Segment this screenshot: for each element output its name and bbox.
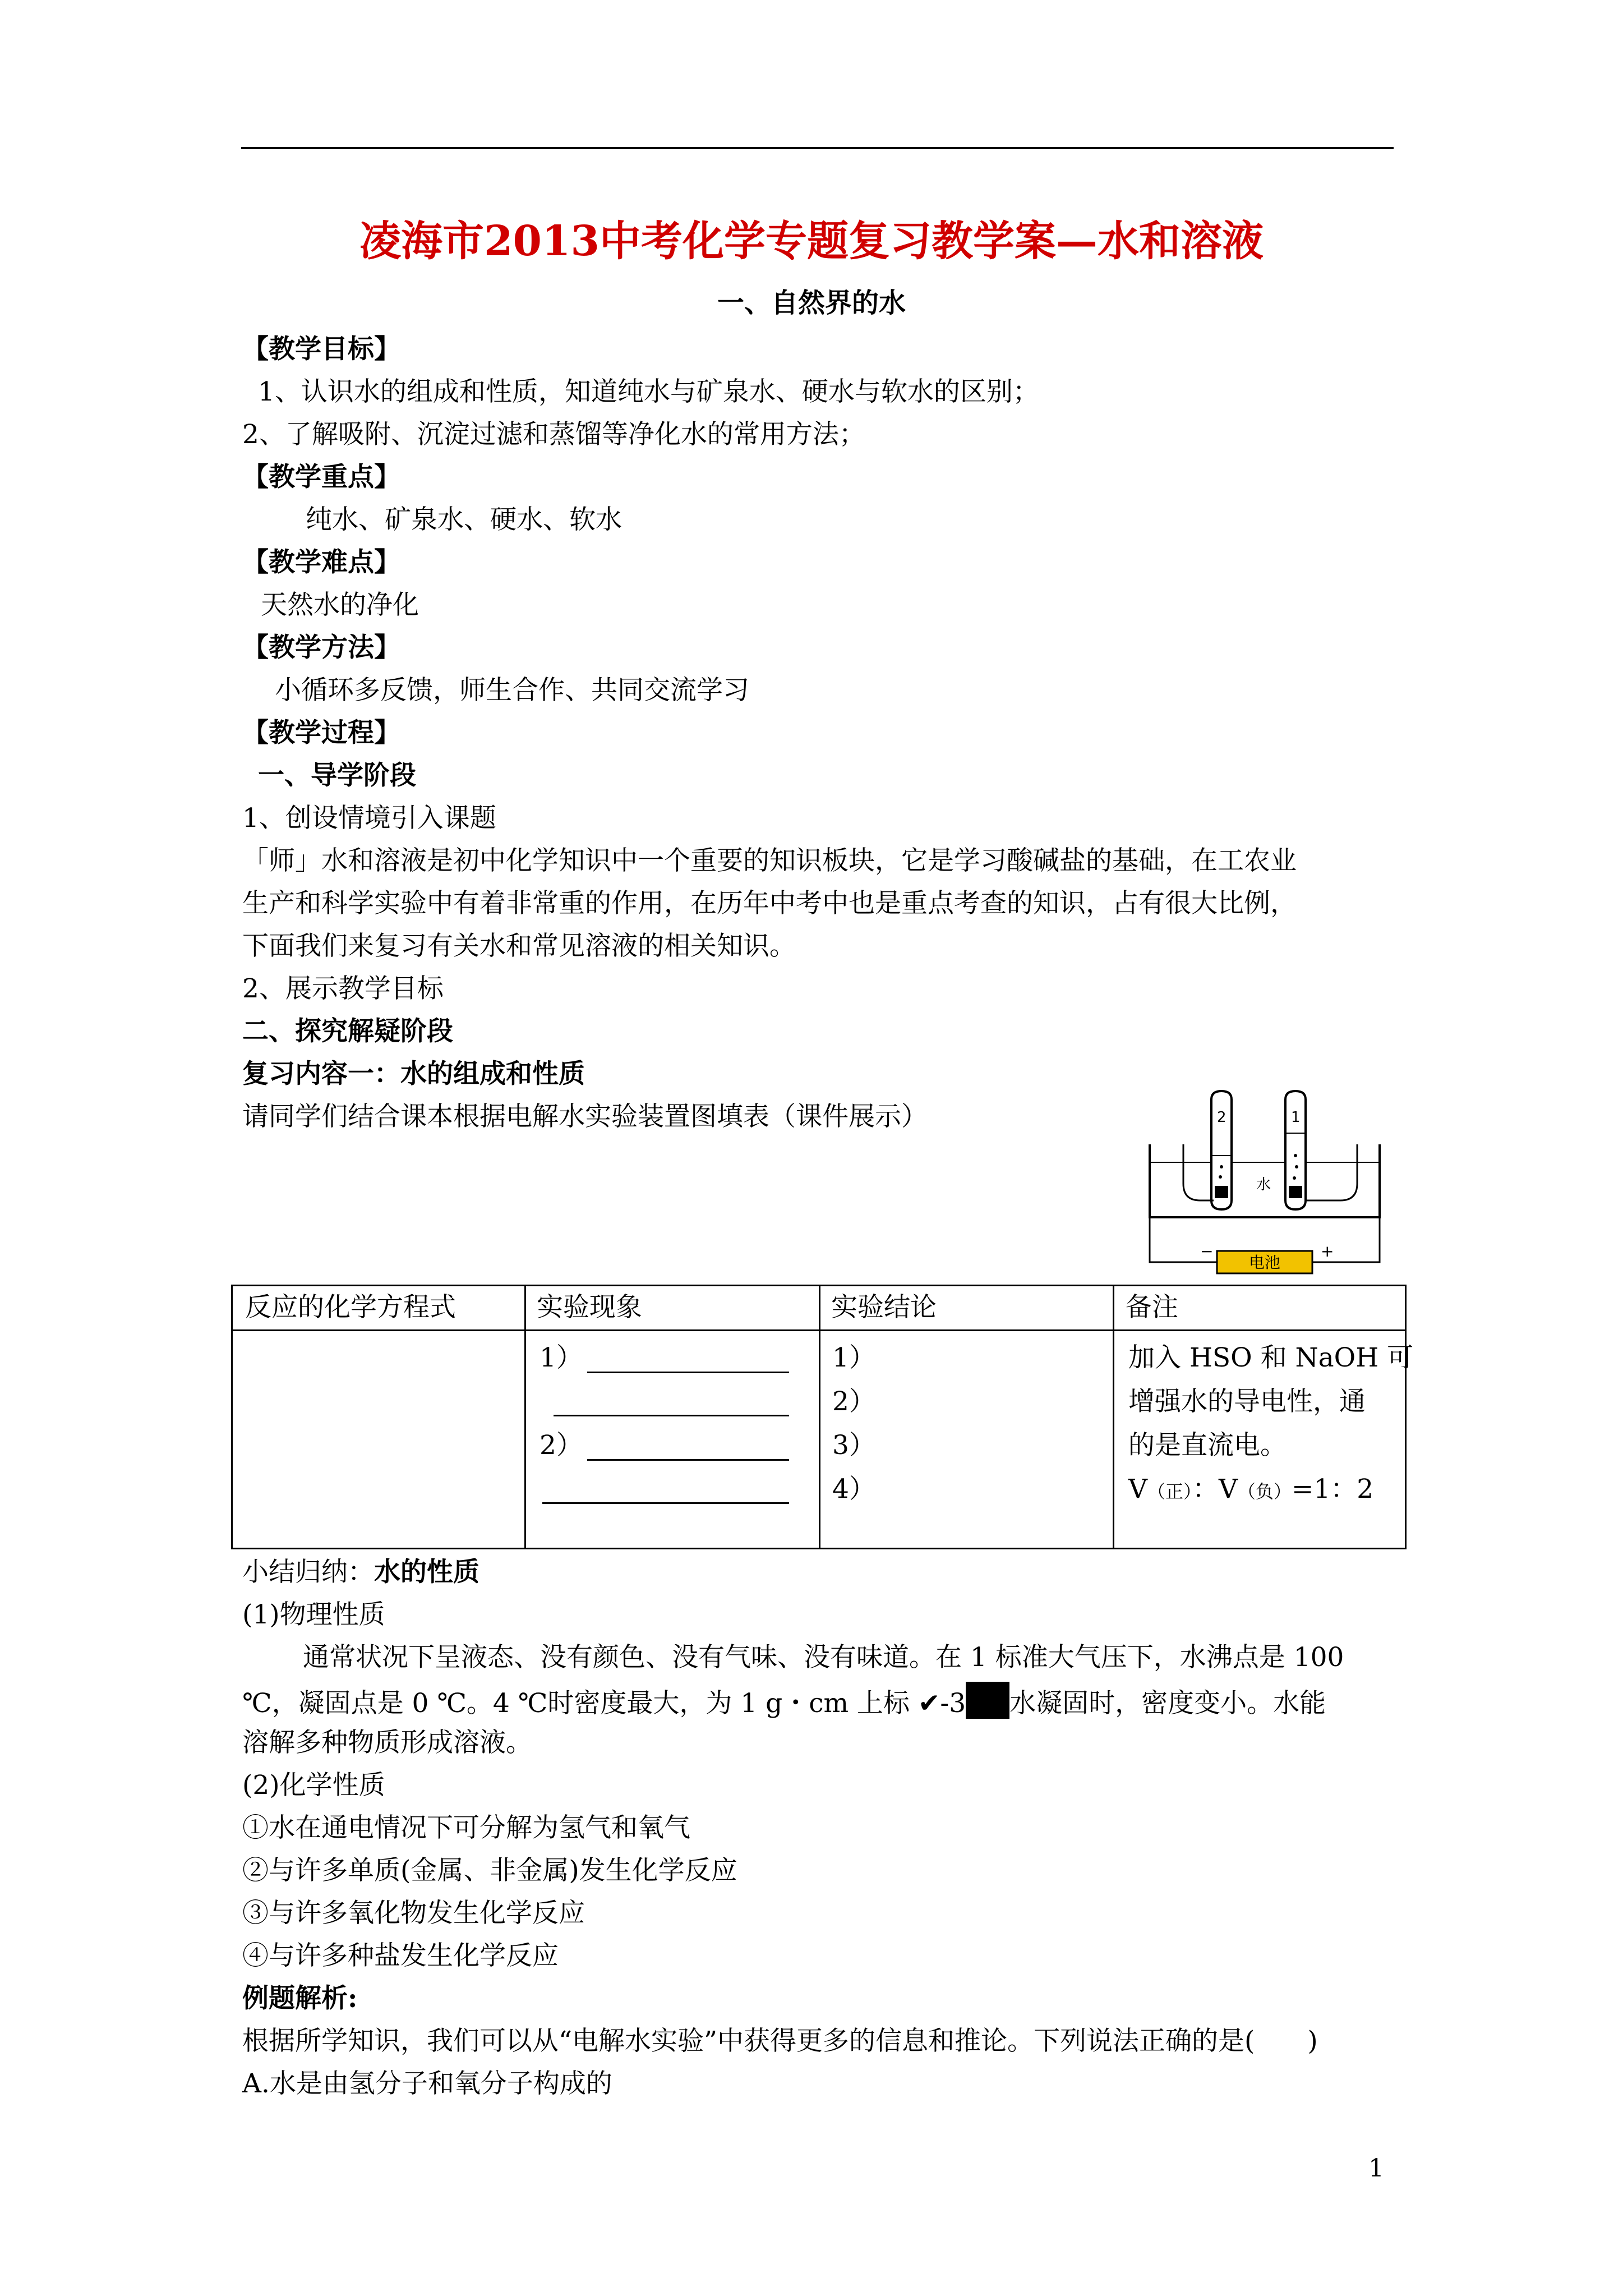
step-2: 2、展示教学目标 bbox=[242, 973, 444, 1004]
step-1: 1、创设情境引入课题 bbox=[242, 803, 496, 834]
blank-line bbox=[587, 1372, 789, 1373]
summary-heading bbox=[242, 1554, 479, 1591]
intro-paragraph-line-3: 下面我们来复习有关水和常见溶液的相关知识。 bbox=[242, 931, 796, 961]
page-number: 1 bbox=[1368, 2154, 1384, 2183]
conclusion-1: 1） bbox=[832, 1342, 875, 1373]
physical-line-3: 溶解多种物质形成溶液。 bbox=[242, 1727, 532, 1758]
electrolysis-apparatus-diagram bbox=[1144, 1088, 1391, 1285]
intro-paragraph-line-1: 「师」水和溶液是初中化学知识中一个重要的知识板块，它是学习酸碱盐的基础，在工农业 bbox=[242, 845, 1297, 876]
physical-line-2 bbox=[242, 1682, 1326, 1722]
physical-line-2c: 水凝固时，密度变小。水能 bbox=[1009, 1688, 1326, 1719]
header-rule bbox=[241, 147, 1394, 149]
difficulty-heading: 【教学难点】 bbox=[242, 547, 400, 578]
physical-line-2b: -3 bbox=[940, 1688, 966, 1719]
conclusion-4: 4） bbox=[832, 1474, 875, 1504]
chemical-heading: (2)化学性质 bbox=[242, 1770, 385, 1801]
battery-minus: − bbox=[1200, 1242, 1214, 1260]
check-mark-icon: ✔ bbox=[918, 1688, 940, 1719]
intro-paragraph-line-2: 生产和科学实验中有着非常重的作用，在历年中考中也是重点考查的知识，占有很大比例， bbox=[242, 888, 1297, 919]
note-line-2: 增强水的导电性，通 bbox=[1128, 1386, 1366, 1417]
difficulty-text: 天然水的净化 bbox=[261, 590, 419, 620]
header-note: 备注 bbox=[1126, 1292, 1178, 1323]
redaction-block bbox=[966, 1682, 1009, 1719]
header-phenomenon: 实验现象 bbox=[537, 1292, 642, 1323]
water-label: 水 bbox=[1256, 1176, 1271, 1193]
summary-label-bold: 水的性质 bbox=[374, 1557, 479, 1588]
chemical-item-1: ①水在通电情况下可分解为氢气和氧气 bbox=[242, 1812, 690, 1843]
battery-plus: + bbox=[1321, 1242, 1334, 1260]
chemical-item-2: ②与许多单质(金属、非金属)发生化学反应 bbox=[242, 1855, 737, 1886]
header-conclusion: 实验结论 bbox=[831, 1292, 937, 1323]
goal-heading: 【教学目标】 bbox=[242, 334, 400, 365]
header-equation: 反应的化学方程式 bbox=[245, 1292, 456, 1323]
chemical-item-4: ④与许多种盐发生化学反应 bbox=[242, 1940, 559, 1971]
battery-label: 电池 bbox=[1248, 1253, 1281, 1272]
chemical-item-3: ③与许多氧化物发生化学反应 bbox=[242, 1898, 585, 1929]
note-line-3: 的是直流电。 bbox=[1128, 1430, 1287, 1461]
review-content-1: 复习内容一：水的组成和性质 bbox=[242, 1059, 585, 1089]
phenomenon-1: 1） bbox=[540, 1342, 583, 1373]
method-text: 小循环多反馈，师生合作、共同交流学习 bbox=[275, 675, 749, 706]
blank-line bbox=[554, 1415, 789, 1416]
goal-item-2: 2、了解吸附、沉淀过滤和蒸馏等净化水的常用方法； bbox=[242, 419, 865, 450]
method-heading: 【教学方法】 bbox=[242, 632, 400, 663]
ratio-value: =1：2 bbox=[1291, 1474, 1374, 1504]
ratio-colon: ：V bbox=[1192, 1474, 1238, 1504]
experiment-table bbox=[231, 1285, 1414, 1549]
conclusion-3: 3） bbox=[832, 1430, 875, 1461]
tube-left-mark: 2 bbox=[1217, 1109, 1227, 1126]
process-heading: 【教学过程】 bbox=[242, 717, 400, 748]
physical-heading: (1)物理性质 bbox=[242, 1599, 385, 1630]
blank-line bbox=[542, 1502, 789, 1504]
ratio-positive: （正） bbox=[1147, 1481, 1192, 1502]
instruction-text: 请同学们结合课本根据电解水实验装置图填表（课件展示） bbox=[242, 1101, 928, 1132]
summary-label: 小结归纳： bbox=[242, 1557, 374, 1588]
note-line-1: 加入 HSO 和 NaOH 可 bbox=[1128, 1342, 1414, 1373]
key-text: 纯水、矿泉水、硬水、软水 bbox=[306, 504, 622, 535]
example-question: 根据所学知识，我们可以从“电解水实验”中获得更多的信息和推论。下列说法正确的是( ) bbox=[242, 2026, 1318, 2056]
section-title: 一、自然界的水 bbox=[717, 287, 906, 319]
goal-item-1: 1、认识水的组成和性质，知道纯水与矿泉水、硬水与软水的区别； bbox=[258, 376, 1039, 407]
physical-line-2a: ℃，凝固点是 0 ℃。4 ℃时密度最大，为 1 g・cm 上标 bbox=[242, 1688, 918, 1719]
conclusion-2: 2） bbox=[832, 1386, 875, 1417]
stage-1-heading: 一、导学阶段 bbox=[258, 760, 416, 791]
tube-right-mark: 1 bbox=[1291, 1109, 1301, 1126]
example-option-a: A.水是由氢分子和氧分子构成的 bbox=[242, 2068, 612, 2099]
key-heading: 【教学重点】 bbox=[242, 462, 400, 493]
document-title: 凌海市2013中考化学专题复习教学案—水和溶液 bbox=[359, 217, 1264, 265]
example-heading: 例题解析: bbox=[242, 1983, 358, 2014]
physical-line-1: 通常状况下呈液态、没有颜色、没有气味、没有味道。在 1 标准大气压下，水沸点是 100 bbox=[303, 1642, 1344, 1673]
blank-line bbox=[587, 1459, 789, 1461]
stage-2-heading: 二、探究解疑阶段 bbox=[242, 1016, 453, 1047]
ratio-negative: （负） bbox=[1237, 1481, 1292, 1502]
volume-ratio bbox=[1128, 1471, 1373, 1510]
phenomenon-2: 2） bbox=[540, 1430, 583, 1461]
ratio-v1: V bbox=[1128, 1474, 1147, 1504]
